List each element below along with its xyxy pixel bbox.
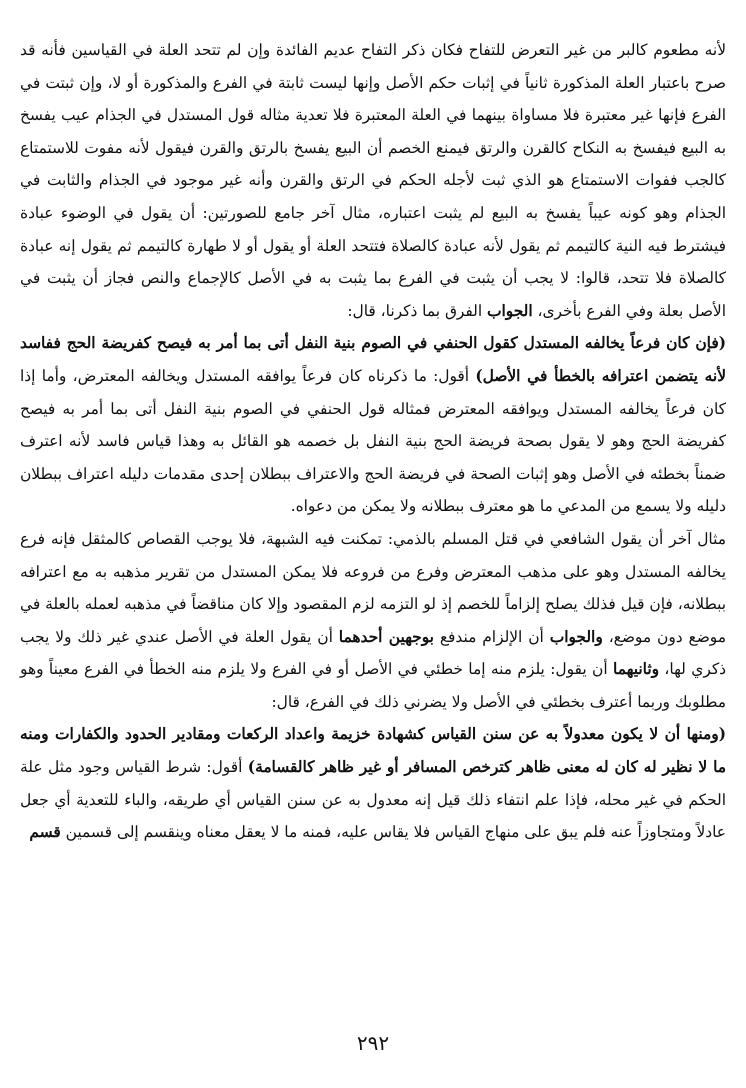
page-text-block: [20, 34, 726, 849]
bold-text-run: والجواب: [549, 627, 603, 646]
bold-text-run: بوجهين أحدهما: [338, 627, 434, 646]
paragraph: [20, 523, 726, 719]
text-run: مثال آخر أن يقول الشافعي في قتل المسلم بالذمي: تمكنت فيه الشبهة، فلا يوجب القصاص كالمثقل فإنه فرع يخالفه المستدل وهو على مذهب المعترض وفرع من فروعه فلا يمكن المستدل من تقرير مذهبه به مع اعترافه ببطلانه، فإن قيل فذلك يصلح إلزاماً للخصم إذ لو التزمه لزم المقصود وإلا كان مناقضاً في مذهبه لعمله بالعلة في موضع دون موضع،: [20, 529, 726, 646]
text-run: أن يقول: يلزم منه إما خطئي في الأصل أو في الفرع ولا يلزم منه الخطأ في الفرع معيناً وهو مطلوبك وربما أعترف بخطئي في الأصل ولا يضرني ذلك في الفرع، قال:: [20, 660, 726, 711]
text-run: أن الإلزام مندفع: [433, 627, 550, 646]
text-run: أقول: شرط القياس وجود مثل علة الحكم في غير محله، فإذا علم انتفاء ذلك قيل إنه معدول به عن سنن القياس أي طريقه، والباء للتعدية أي جعل عادلاً ومتجاوزاً عنه فلم يبق على منهاج القياس فلا يقاس عليه، فمنه ما لا يعقل معناه وينقسم إلى قسمين: [20, 758, 726, 842]
text-run: لأنه مطعوم كالبر من غير التعرض للتفاح فكان ذكر التفاح عديم الفائدة وإن لم تتحد العلة في القياسين فأنه قد صرح باعتبار العلة المذكورة ثانياً في إثبات حكم الأصل وإنها ليست ثابتة في الفرع والمذكورة أو لا، وإن ثبتت في الفرع فإنها غير معتبرة فلا مساواة بينهما في العلة المعتبرة فلا تعدية مثاله قول المستدل في الجذام عيب يفسخ به البيع فيفسخ به النكاح كالقرن والرتق فيمنع الخصم أن البيع يفسخ بالرتق والقرن فيقول لأنه مفوت للاستمتاع كالجب ففوات الاستمتاع هو الذي ثبت لأجله الحكم في الرتق والقرن وأنه غير موجود في الجذام والثابت في الجذام وهو كونه عيباً يفسخ به البيع لم يثبت اعتباره، مثال آخر جامع للصورتين: أن يقول في الوضوء عبادة فيشترط فيه النية كالتيمم ثم يقول لأنه عبادة كالصلاة فتتحد العلة أو يقول أو لا طهارة كالتيمم ثم يقول إنه عبادة كالصلاة فلا تتحد، قالوا: لا يجب أن يثبت في الفرع بما يثبت به في الأصل كالإجماع والنص فجاز أن يثبت في الأصل بعلة وفي الفرع بأخرى،: [20, 41, 726, 320]
bold-text-run: (فإن كان فرعاً يخالفه المستدل كقول الحنفي في الصوم بنية النفل أتى بما أمر به فيصح كفريضة الحج ففاسد لأنه يتضمن اعترافه بالخطأ في الأصل): [20, 334, 726, 385]
text-run: أن يقول العلة في الأصل عندي غير ذلك ولا يجب ذكري لها،: [20, 627, 726, 679]
paragraph: [20, 34, 726, 327]
text-run: الفرق بما ذكرنا، قال:: [347, 301, 488, 320]
bold-text-run: وثانيهما: [613, 660, 660, 679]
paragraph: [20, 327, 726, 523]
bold-text-run: قسم: [29, 823, 61, 842]
page-number: ٢٩٢: [356, 1031, 390, 1055]
bold-text-run: الجواب: [487, 301, 533, 320]
paragraph: [20, 718, 726, 848]
bold-text-run: (ومنها أن لا يكون معدولاً به عن سنن القياس كشهادة خزيمة واعداد الركعات ومقادير الحدود والكفارات ومنه ما لا نظير له كان له معنى ظاهر كترخص المسافر أو غير ظاهر كالقسامة): [20, 725, 727, 777]
text-run: أقول: ما ذكرناه كان فرعاً يوافقه المستدل ويخالفه المعترض، وأما إذا كان فرعاً يخالفه المستدل ويوافقه المعترض فمثاله قول الحنفي في الصوم بنية النفل أتى بما أمر به فيصح كفريضة الحج وهو لا يقول بصحة فريضة الحج بنية النفل بل خصمه هو القائل به وهذا قياس فاسد لأنه اعترف ضمناً بخطئه في الأصل وهو إثبات الصحة في فريضة الحج والاعتراف ببطلان إحدى مقدمات دليله اعتراف ببطلان دليله ولا يسمع من المدعي ما هو معترف ببطلانه ولا يمكن من دعواه.: [20, 366, 726, 516]
